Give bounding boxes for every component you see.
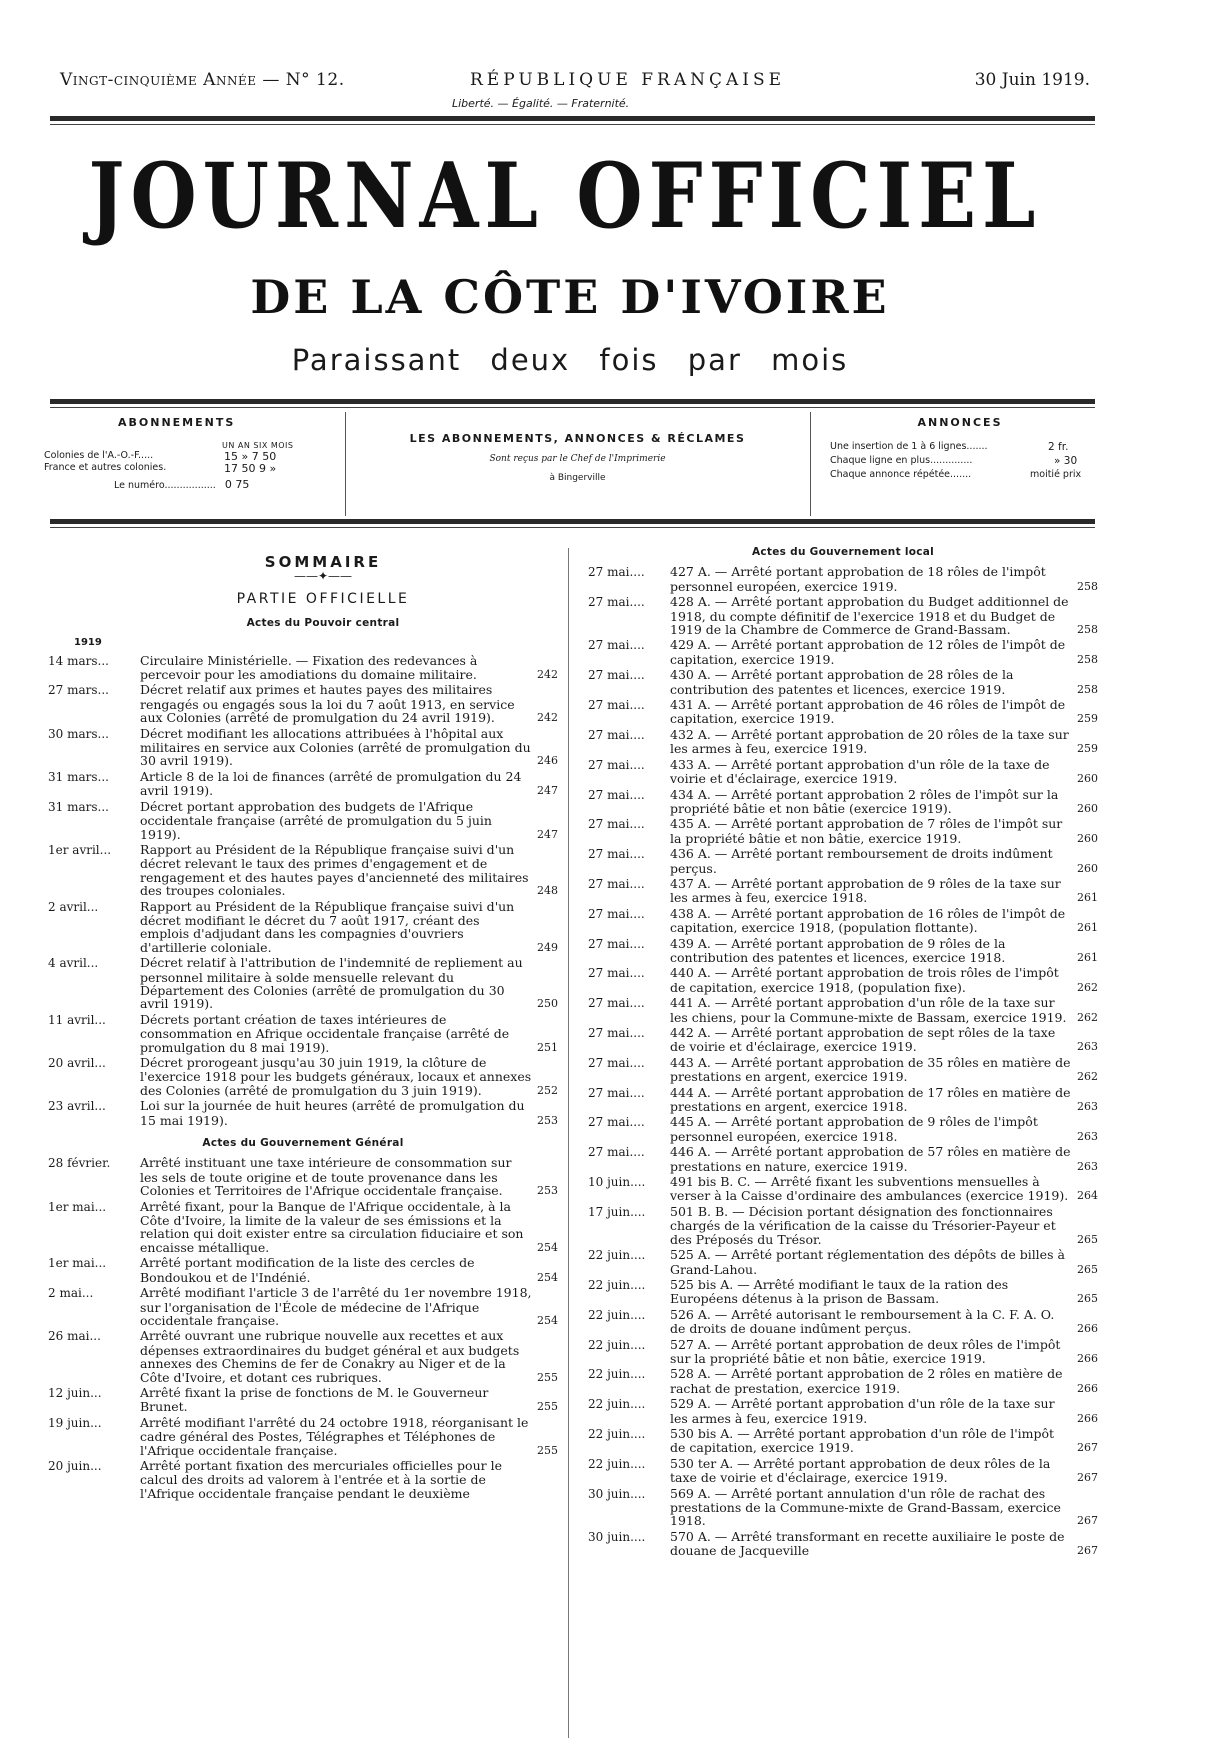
entry-text: 441 A. — Arrêté portant approbation d'un rôle de la taxe sur les chiens, pour la Commune-mixte de Bassam, exercice 1919. <box>670 995 1067 1025</box>
entry-text: Décrets portant création de taxes intérieures de consommation en Afrique occidentale française (arrêté de promulgation du 8 mai 1919). <box>140 1011 510 1055</box>
entry-date: 28 février. <box>48 1156 111 1171</box>
annonces-heading: ANNONCES <box>917 416 1003 429</box>
entry-text: 433 A. — Arrêté portant approbation d'un rôle de la taxe de voirie et d'éclairage, exercice 1919. <box>670 756 1050 787</box>
entry-text: 440 A. — Arrêté portant approbation de trois rôles de l'impôt de capitation, exercice 1918, (population fixe). <box>670 965 1059 995</box>
entry-date: 22 juin.... <box>588 1367 646 1382</box>
sommaire-entry <box>48 1286 558 1327</box>
entry-date: 27 mai.... <box>588 1026 645 1040</box>
subscriptions-box <box>44 416 339 516</box>
entry-date: 1er avril... <box>48 842 112 857</box>
entry-text: 429 A. — Arrêté portant approbation de 12 rôles de l'impôt de capitation, exercice 1919. <box>670 637 1066 667</box>
entry-text: Arrêté modifiant l'arrêté du 24 octobre 1918, réorganisant le cadre général des Postes, Télégraphes et Téléphones de l'Afrique occidentale française. <box>140 1414 529 1458</box>
entry-text: Décret relatif à l'attribution de l'indemnité de repliement au personnel militaire à solde mensuelle relevant du Département des Colonies (arrêté de promulgation du 30 avril 1919). <box>140 955 523 1012</box>
entry-text: 437 A. — Arrêté portant approbation de 9 rôles de la taxe sur les armes à feu, exercice 1918. <box>670 875 1061 906</box>
entry-page-number: 254 <box>537 1240 558 1254</box>
entry-date: 27 mai.... <box>588 698 645 713</box>
sommaire-entry <box>588 1086 1098 1114</box>
entry-page-number: 247 <box>537 784 558 798</box>
masthead-tagline: Paraissant deux fois par mois <box>291 343 849 377</box>
entry-text: 436 A. — Arrêté portant remboursement de droits indûment perçus. <box>670 846 1053 876</box>
entry-date: 27 mai.... <box>588 595 645 610</box>
entry-date: 27 mai.... <box>588 996 645 1011</box>
entry-date: 2 mai... <box>48 1286 94 1301</box>
entry-text: Loi sur la journée de huit heures (arrêté de promulgation du 15 mai 1919). <box>140 1098 525 1128</box>
sommaire-entry <box>48 683 558 724</box>
entry-text: 428 A. — Arrêté portant approbation du Budget additionnel de 1918, du compte définitif de l'exercice 1918 et du Budget de 1919 de la Chambre de Commerce de Grand-Bassam. <box>670 594 1069 638</box>
entry-date: 27 mai.... <box>588 966 645 981</box>
entry-text: 501 B. B. — Décision portant désignation des fonctionnaires chargés de la vérification de la caisse du Trésorier-Payeur et des Préposés du Trésor. <box>670 1203 1056 1247</box>
header-rule <box>50 116 1095 121</box>
sommaire-entry <box>588 1145 1098 1173</box>
sommaire-entry <box>48 654 558 682</box>
sommaire-entry <box>48 727 558 768</box>
entry-date: 22 juin.... <box>588 1337 646 1352</box>
entry-text: 438 A. — Arrêté portant approbation de 16 rôles de l'impôt de capitation, exercice 1918, (population flottante). <box>670 905 1066 936</box>
sommaire-entry <box>48 1256 558 1284</box>
subscriptions-heading: ABONNEMENTS <box>118 416 236 429</box>
sommaire-entry <box>48 770 558 798</box>
subscriptions-number: Le numéro................. 0 75 <box>114 478 250 491</box>
sommaire-entry <box>48 1386 558 1414</box>
entry-date: 22 juin.... <box>588 1277 646 1292</box>
entry-text: 435 A. — Arrêté portant approbation de 7 rôles de l'impôt sur la propriété bâtie et non bâtie, exercice 1919. <box>670 816 1063 846</box>
entry-date: 1er mai... <box>48 1256 107 1271</box>
entry-text: 527 A. — Arrêté portant approbation de deux rôles de l'impôt sur la propriété bâtie et non bâtie, exercice 1919. <box>670 1336 1061 1366</box>
entry-date: 27 mai.... <box>588 1115 645 1130</box>
entry-date: 27 mai.... <box>588 847 645 862</box>
sommaire-entry <box>588 1175 1098 1203</box>
entry-date: 23 avril... <box>48 1099 106 1114</box>
entry-text: 432 A. — Arrêté portant approbation de 20 rôles de la taxe sur les armes à feu, exercice 1919. <box>670 726 1069 757</box>
entry-text: 569 A. — Arrêté portant annulation d'un rôle de rachat des prestations de la Commune-mixte de Grand-Bassam, exercice 1918. <box>670 1485 1061 1529</box>
sommaire-entry <box>588 996 1098 1024</box>
entry-date: 10 juin.... <box>588 1175 646 1190</box>
entry-date: 14 mars... <box>48 653 109 668</box>
sommaire-entry <box>588 1530 1098 1558</box>
entry-page-number: 264 <box>1077 1189 1098 1203</box>
issue-number: Vingt-cinquième Année — N° 12. <box>60 70 345 90</box>
entry-text: 430 A. — Arrêté portant approbation de 28 rôles de la contribution des patentes et licences, exercice 1919. <box>670 667 1014 697</box>
entry-page-number: 259 <box>1077 712 1098 726</box>
entry-date: 4 avril... <box>48 956 99 971</box>
year-label: 1919 <box>74 637 102 649</box>
annonces-row-2: Chaque ligne en plus.............. » 30 <box>830 455 1078 467</box>
entry-page-number: 255 <box>537 1370 558 1384</box>
right-column <box>588 546 1098 1560</box>
entry-text: 431 A. — Arrêté portant approbation de 46 rôles de l'impôt de capitation, exercice 1919. <box>670 697 1066 727</box>
sommaire-entry <box>588 1248 1098 1276</box>
entry-page-number: 263 <box>1077 1159 1098 1173</box>
sommaire-entry <box>588 1115 1098 1143</box>
entry-date: 17 juin.... <box>588 1204 646 1219</box>
annonces-row-3: Chaque annonce répétée....... moitié prix <box>830 469 1082 480</box>
partie-officielle-heading: PARTIE OFFICIELLE <box>236 591 410 608</box>
box-divider-2 <box>810 412 811 516</box>
entry-page-number: 266 <box>1077 1351 1098 1365</box>
entry-date: 27 mai.... <box>588 1145 645 1160</box>
entry-text: 427 A. — Arrêté portant approbation de 18 rôles de l'impôt personnel européen, exercice 1919. <box>670 564 1046 594</box>
entry-text: Arrêté instituant une taxe intérieure de consommation sur les sels de toute origine et de toute provenance dans les Colonies et Territoires de l'Afrique occidentale française. <box>140 1155 512 1199</box>
entry-date: 30 mars... <box>48 726 109 741</box>
sommaire-heading: SOMMAIRE <box>264 553 382 571</box>
entry-date: 19 juin... <box>48 1415 102 1430</box>
entry-text: 530 bis A. — Arrêté portant approbation d'un rôle de l'impôt de capitation, exercice 1919. <box>670 1425 1055 1456</box>
sommaire-entry <box>48 956 558 1011</box>
entry-page-number: 253 <box>537 1113 558 1127</box>
sommaire-entry <box>48 900 558 955</box>
top-line <box>60 70 1090 94</box>
section-gouvernement-local: Actes du Gouvernement local <box>751 546 935 558</box>
subscriptions-row-2: France et autres colonies. 17 50 9 » <box>44 462 277 475</box>
sommaire-entry <box>48 1013 558 1054</box>
entry-page-number: 255 <box>537 1400 558 1414</box>
entry-text: 530 ter A. — Arrêté portant approbation de deux rôles de la taxe de voirie et d'éclairage, exercice 1919. <box>670 1455 1051 1486</box>
pouvoir-central-list <box>48 654 558 1127</box>
sommaire-entry <box>588 1205 1098 1246</box>
entry-text: 445 A. — Arrêté portant approbation de 9 rôles de l'impôt personnel européen, exercice 1918. <box>670 1114 1038 1144</box>
sommaire-entry <box>588 1338 1098 1366</box>
entry-page-number: 263 <box>1077 1129 1098 1143</box>
sommaire-entry <box>588 758 1098 786</box>
subscriptions-row-1: Colonies de l'A.-O.-F..... 15 » 7 50 <box>44 450 277 463</box>
entry-date: 22 juin.... <box>588 1426 646 1441</box>
sommaire-entry <box>588 788 1098 816</box>
entry-text: 446 A. — Arrêté portant approbation de 57 rôles en matière de prestations en nature, exercice 1919. <box>670 1144 1071 1174</box>
entry-page-number: 247 <box>537 827 558 841</box>
entry-date: 27 mai.... <box>588 1085 645 1100</box>
entry-date: 22 juin.... <box>588 1248 646 1263</box>
sommaire-entry <box>48 1459 558 1500</box>
entry-page-number: 258 <box>1077 682 1098 696</box>
entry-date: 27 mars... <box>48 683 109 698</box>
gouvernement-general-list <box>48 1156 558 1500</box>
sommaire-ornament: ——✦—— <box>293 569 353 584</box>
box-top-rule-thin <box>50 407 1095 408</box>
entry-date: 20 avril... <box>48 1056 106 1070</box>
notices-heading: LES ABONNEMENTS, ANNONCES & RÉCLAMES <box>409 432 746 445</box>
entry-text: Arrêté fixant, pour la Banque de l'Afrique occidentale, à la Côte d'Ivoire, la limite de la valeur de ses émissions et la relation qui doit exister entre sa circulation fiduciaire et son encaisse métallique. <box>140 1198 524 1255</box>
entry-date: 27 mai.... <box>588 638 645 653</box>
section-pouvoir-central: Actes du Pouvoir central <box>246 616 400 629</box>
entry-date: 31 mars... <box>48 799 109 814</box>
entry-page-number: 250 <box>537 997 558 1011</box>
entry-text: Circulaire Ministérielle. — Fixation des redevances à percevoir pour les amodiations du domaine militaire. <box>140 652 478 683</box>
entry-date: 12 juin... <box>48 1385 102 1400</box>
entry-text: 442 A. — Arrêté portant approbation de sept rôles de la taxe de voirie et d'éclairage, exercice 1919. <box>670 1025 1056 1055</box>
entry-date: 30 juin.... <box>588 1529 646 1544</box>
box-bottom-rule <box>50 519 1095 524</box>
sommaire-entry <box>588 698 1098 726</box>
entry-page-number: 260 <box>1077 831 1098 845</box>
entry-page-number: 258 <box>1077 579 1098 593</box>
entry-page-number: 267 <box>1077 1441 1098 1455</box>
entry-page-number: 261 <box>1077 891 1098 905</box>
sommaire-entry <box>588 1457 1098 1485</box>
issue-date: 30 Juin 1919. <box>974 70 1090 90</box>
sommaire-entry <box>588 1427 1098 1455</box>
entry-text: Arrêté modifiant l'article 3 de l'arrêté du 1er novembre 1918, sur l'organisation de l'École de médecine de l'Afrique occidentale française. <box>140 1285 532 1328</box>
entry-date: 11 avril... <box>48 1012 106 1027</box>
entry-page-number: 267 <box>1077 1471 1098 1485</box>
entry-date: 22 juin.... <box>588 1397 646 1412</box>
entry-page-number: 265 <box>1077 1232 1098 1246</box>
entry-text: 528 A. — Arrêté portant approbation de 2 rôles en matière de rachat de prestation, exercice 1919. <box>670 1366 1063 1396</box>
entry-page-number: 258 <box>1077 652 1098 666</box>
entry-date: 2 avril... <box>48 899 99 914</box>
section-gouvernement-general: Actes du Gouvernement Général <box>202 1137 404 1150</box>
entry-date: 30 juin.... <box>588 1486 646 1501</box>
entry-date: 27 mai.... <box>588 565 645 580</box>
entry-text: 525 bis A. — Arrêté modifiant le taux de la ration des Européens détenus à la prison de Bassam. <box>670 1276 1009 1307</box>
sommaire-entry <box>588 1056 1098 1084</box>
sommaire-entry <box>588 1397 1098 1425</box>
entry-date: 26 mai... <box>48 1329 101 1344</box>
entry-page-number: 253 <box>537 1184 558 1198</box>
header-rule-thin <box>50 124 1095 125</box>
entry-date: 31 mars... <box>48 769 109 784</box>
entry-date: 27 mai.... <box>588 906 645 921</box>
entry-page-number: 265 <box>1077 1292 1098 1306</box>
entry-page-number: 267 <box>1077 1514 1098 1528</box>
box-bottom-rule-thin <box>50 527 1095 528</box>
box-top-rule <box>50 399 1095 404</box>
motto: Liberté. — Égalité. — Fraternité. <box>452 97 630 110</box>
entry-date: 27 mai.... <box>588 817 645 832</box>
sommaire-entry <box>588 1367 1098 1395</box>
entry-date: 27 mai.... <box>588 727 645 742</box>
annonces-box <box>830 416 1090 516</box>
sommaire-entry <box>48 1416 558 1457</box>
entry-page-number: 249 <box>537 940 558 954</box>
entry-text: 491 bis B. C. — Arrêté fixant les subventions mensuelles à verser à la Caisse d'ordinaire des ambulances (exercice 1919). <box>670 1174 1069 1204</box>
entry-date: 27 mai.... <box>588 876 645 891</box>
masthead-subtitle: DE LA CÔTE D'IVOIRE <box>250 270 890 324</box>
entry-page-number: 262 <box>1077 1070 1098 1084</box>
entry-text: Décret relatif aux primes et hautes payes des militaires rengagés ou engagés sous la loi du 7 août 1913, en service aux Colonies (arrêté de promulgation du 24 avril 1919). <box>140 682 515 726</box>
entry-text: Rapport au Président de la République française suivi d'un décret relevant le taux des primes d'engagement et de rengagement et des hautes payes d'ancienneté des militaires des troupes coloniales. <box>140 841 529 899</box>
sommaire-entry <box>588 1026 1098 1054</box>
entry-text: Arrêté portant modification de la liste des cercles de Bondoukou et de l'Indénié. <box>140 1255 475 1285</box>
entry-text: 444 A. — Arrêté portant approbation de 17 rôles en matière de prestations en argent, exercice 1918. <box>670 1084 1071 1115</box>
entry-page-number: 254 <box>537 1270 558 1284</box>
entry-text: Décret modifiant les allocations attribuées à l'hôpital aux militaires en service aux Colonies (arrêté de promulgation du 30 avril 1919). <box>140 725 531 769</box>
sommaire-entry <box>588 668 1098 696</box>
entry-page-number: 263 <box>1077 1040 1098 1054</box>
entry-page-number: 262 <box>1077 980 1098 994</box>
sommaire-entry <box>48 1329 558 1384</box>
entry-date: 1er mai... <box>48 1199 107 1214</box>
entry-text: 434 A. — Arrêté portant approbation 2 rôles de l'impôt sur la propriété bâtie et non bâtie (exercice 1919). <box>670 786 1059 816</box>
notices-line-1: Sont reçus par le Chef de l'Imprimerie <box>489 454 666 464</box>
entry-page-number: 260 <box>1077 861 1098 875</box>
sommaire-entry <box>588 595 1098 636</box>
entry-page-number: 259 <box>1077 742 1098 756</box>
sommaire-entry <box>588 847 1098 875</box>
entry-date: 27 mai.... <box>588 1055 645 1070</box>
entry-date: 27 mai.... <box>588 668 645 683</box>
notices-box <box>350 416 805 516</box>
entry-date: 27 mai.... <box>588 757 645 772</box>
entry-page-number: 266 <box>1077 1322 1098 1336</box>
entry-page-number: 265 <box>1077 1262 1098 1276</box>
entry-page-number: 263 <box>1077 1100 1098 1114</box>
sommaire-entry <box>588 907 1098 935</box>
entry-page-number: 251 <box>537 1040 558 1054</box>
sommaire-entry <box>588 1487 1098 1528</box>
sommaire-entry <box>588 966 1098 994</box>
sommaire-entry <box>588 638 1098 666</box>
sommaire-entry <box>48 1200 558 1255</box>
entry-page-number: 255 <box>537 1443 558 1457</box>
entry-text: 526 A. — Arrêté autorisant le remboursement à la C. F. A. O. de droits de douane indûment perçus. <box>670 1306 1055 1337</box>
subscriptions-cols: UN AN SIX MOIS <box>222 441 294 450</box>
entry-page-number: 242 <box>537 668 558 682</box>
entry-page-number: 254 <box>537 1313 558 1327</box>
entry-page-number: 248 <box>537 884 558 898</box>
entry-page-number: 260 <box>1077 801 1098 815</box>
sommaire-entry <box>588 565 1098 593</box>
masthead-title: JOURNAL OFFICIEL <box>88 143 1042 249</box>
sommaire-entry <box>588 1308 1098 1336</box>
annonces-row-1: Une insertion de 1 à 6 lignes....... 2 fr. <box>830 441 1069 453</box>
entry-page-number: 261 <box>1077 921 1098 935</box>
entry-page-number: 262 <box>1077 1010 1098 1024</box>
entry-text: Décret portant approbation des budgets de l'Afrique occidentale française (arrêté de promulgation du 5 juin 1919). <box>140 798 492 842</box>
notices-line-2: à Bingerville <box>549 473 606 483</box>
sommaire-entry <box>588 817 1098 845</box>
sommaire-entry <box>48 800 558 841</box>
entry-text: Arrêté ouvrant une rubrique nouvelle aux recettes et aux dépenses extraordinaires du budget général et aux budgets annexes des Chemins de fer de Conakry au Niger et de la Côte d'Ivoire, et dotant ces rubriques. <box>140 1328 520 1385</box>
entry-page-number: 261 <box>1077 950 1098 964</box>
entry-date: 27 mai.... <box>588 936 645 951</box>
entry-date: 27 mai.... <box>588 787 645 802</box>
entry-date: 22 juin.... <box>588 1456 646 1471</box>
entry-page-number: 266 <box>1077 1411 1098 1425</box>
entry-text: 443 A. — Arrêté portant approbation de 35 rôles en matière de prestations en argent, exercice 1919. <box>670 1054 1071 1085</box>
entry-date: 20 juin... <box>48 1458 102 1473</box>
republic-label: RÉPUBLIQUE FRANÇAISE <box>470 70 786 90</box>
entry-text: Décret prorogeant jusqu'au 30 juin 1919, la clôture de l'exercice 1918 pour les budgets généraux, locaux et annexes des Colonies (arrêté de promulgation du 3 juin 1919). <box>140 1055 532 1098</box>
entry-page-number: 260 <box>1077 772 1098 786</box>
entry-page-number: 267 <box>1077 1544 1098 1558</box>
sommaire-entry <box>588 937 1098 965</box>
left-column <box>48 553 558 1502</box>
entry-text: 439 A. — Arrêté portant approbation de 9 rôles de la contribution des patentes et licences, exercice 1918. <box>670 935 1006 965</box>
entry-date: 22 juin.... <box>588 1307 646 1322</box>
entry-page-number: 266 <box>1077 1381 1098 1395</box>
entry-page-number: 258 <box>1077 623 1098 637</box>
entry-text: Arrêté fixant la prise de fonctions de M. le Gouverneur Brunet. <box>140 1384 489 1415</box>
sommaire-entry <box>48 843 558 898</box>
entry-page-number: 252 <box>537 1083 558 1097</box>
sommaire-entry <box>48 1099 558 1127</box>
entry-text: Rapport au Président de la République française suivi d'un décret modifiant le décret du 7 août 1917, créant des emplois d'adjudant dans les compagnies d'ouvriers d'artillerie coloniale. <box>140 898 515 955</box>
sommaire-entry <box>588 728 1098 756</box>
entry-text: 529 A. — Arrêté portant approbation d'un rôle de la taxe sur les armes à feu, exercice 1919. <box>670 1396 1055 1426</box>
sommaire-entry <box>588 877 1098 905</box>
entry-text: 570 A. — Arrêté transformant en recette auxiliaire le poste de douane de Jacqueville <box>670 1528 1065 1559</box>
sommaire-entry <box>588 1278 1098 1306</box>
entry-text: Article 8 de la loi de finances (arrêté de promulgation du 24 avril 1919). <box>140 768 522 799</box>
column-divider <box>568 548 569 1738</box>
entry-page-number: 242 <box>537 711 558 725</box>
gouvernement-local-list <box>588 565 1098 1557</box>
entry-text: 525 A. — Arrêté portant réglementation des dépôts de billes à Grand-Lahou. <box>670 1247 1065 1277</box>
box-divider-1 <box>345 412 346 516</box>
entry-text: Arrêté portant fixation des mercuriales officielles pour le calcul des droits ad valorem à l'entrée et à la sortie de l'Afrique occidentale française pendant le deuxième <box>140 1457 502 1501</box>
sommaire-entry <box>48 1156 558 1197</box>
sommaire-entry <box>48 1056 558 1097</box>
entry-page-number: 246 <box>537 754 558 768</box>
